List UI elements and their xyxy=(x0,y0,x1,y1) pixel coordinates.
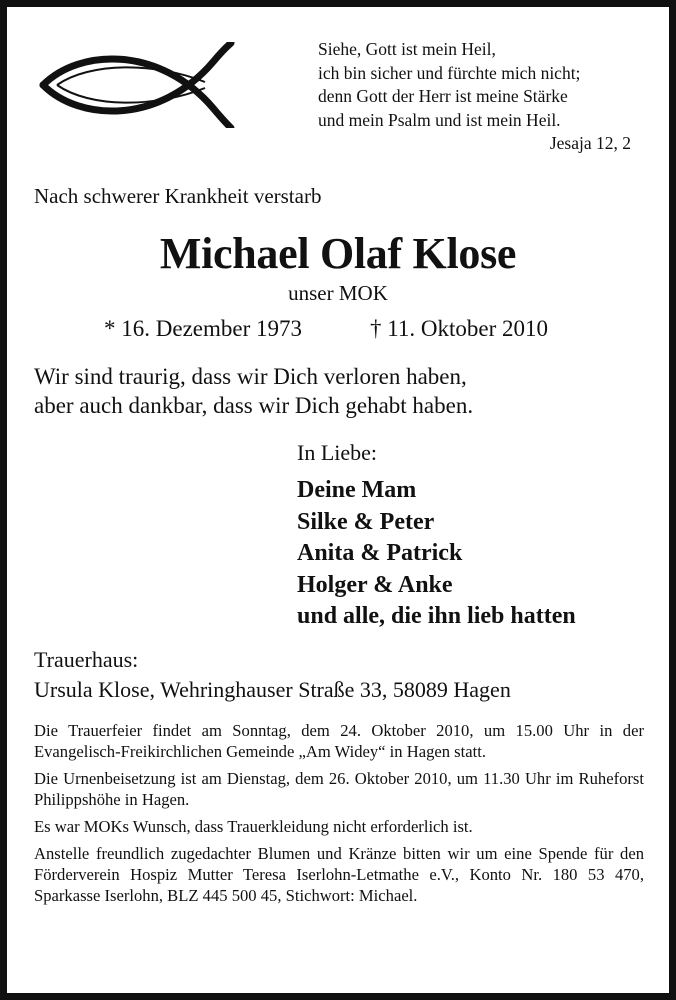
verse-line: und mein Psalm und ist mein Heil. xyxy=(318,109,561,130)
verse-line: denn Gott der Herr ist meine Stärke xyxy=(318,86,568,106)
verse-line: ich bin sicher und fürchte mich nicht; xyxy=(318,62,581,83)
notice-paragraph: Anstelle freundlich zugedachter Blumen und Kränze bitten wir um eine Spende für den Förderverein Hospiz Mutter Teresa Iserlohn-Letmathe e.V., Konto Nr. 180 53 470, Sparkasse Iserlohn, BLZ 445 500 45, Stichwort: Michael. xyxy=(34,844,644,905)
mourning-line: aber auch dankbar, dass wir Dich gehabt haben. xyxy=(34,393,474,418)
signoff-label: In Liebe: xyxy=(297,440,378,465)
notice-paragraph: Es war MOKs Wunsch, dass Trauerkleidung nicht erforderlich ist. xyxy=(34,817,473,836)
intro-text: Nach schwerer Krankheit verstarb xyxy=(34,184,322,208)
deceased-name: Michael Olaf Klose xyxy=(159,229,517,278)
verse-reference: Jesaja 12, 2 xyxy=(549,133,631,153)
mourning-house-label: Trauerhaus: xyxy=(34,647,139,672)
family-name: Deine Mam xyxy=(297,477,417,503)
family-name: und alle, die ihn lieb hatten xyxy=(297,603,576,629)
family-names xyxy=(297,475,576,633)
deceased-nickname: unser MOK xyxy=(288,281,388,305)
notice-paragraph: Die Trauerfeier findet am Sonntag, dem 24. Oktober 2010, um 15.00 Uhr in der Evangelisch-Freikirchlichen Gemeinde „Am Widey“ in Hagen statt. xyxy=(34,721,644,761)
ichthys-fish-icon xyxy=(35,42,247,128)
death-date: † 11. Oktober 2010 xyxy=(370,316,549,341)
verse-line: Siehe, Gott ist mein Heil, xyxy=(318,39,496,59)
family-name: Anita & Patrick xyxy=(297,540,463,566)
mourning-line: Wir sind traurig, dass wir Dich verloren haben, xyxy=(34,364,467,389)
family-name: Silke & Peter xyxy=(297,508,435,535)
birth-date: * 16. Dezember 1973 xyxy=(104,316,302,341)
bible-verse xyxy=(318,38,648,156)
notices xyxy=(34,720,644,912)
mourning-house-address: Ursula Klose, Wehringhauser Straße 33, 58089 Hagen xyxy=(34,677,511,702)
family-name: Holger & Anke xyxy=(297,571,453,598)
mourning-text xyxy=(34,362,473,420)
notice-paragraph: Die Urnenbeisetzung ist am Dienstag, dem 26. Oktober 2010, um 11.30 Uhr im Ruheforst Philippshöhe in Hagen. xyxy=(34,769,644,809)
